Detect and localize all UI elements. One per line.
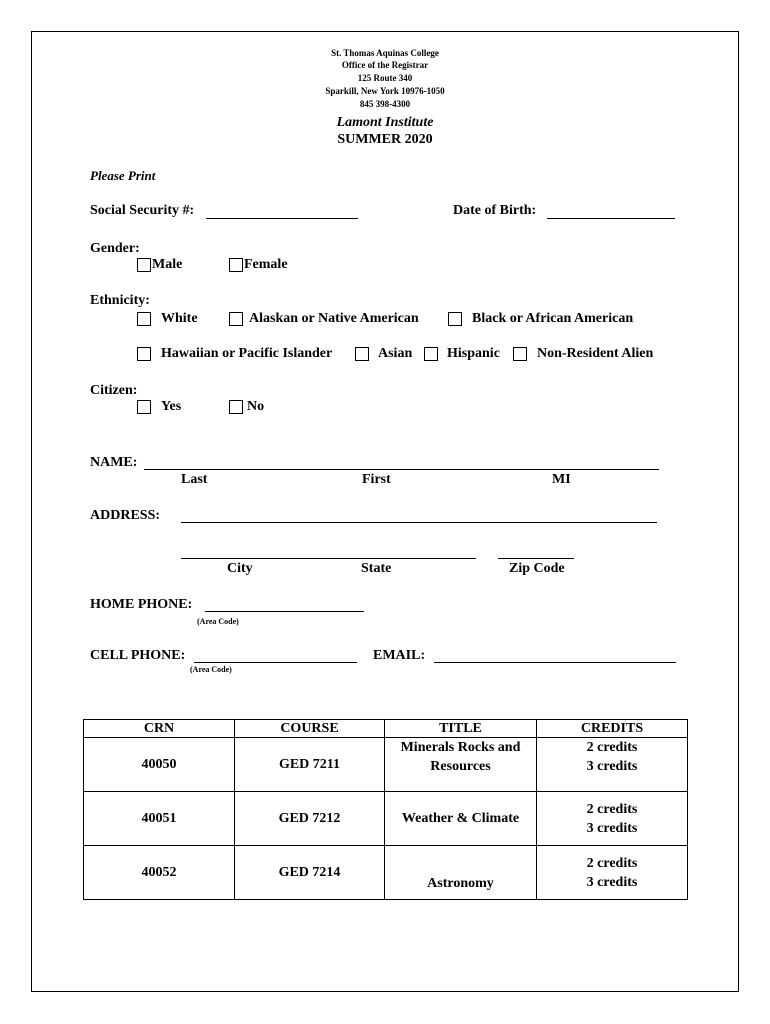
home-phone-input-line[interactable]: [205, 611, 364, 612]
home-phone-area-code-hint: (Area Code): [197, 617, 239, 626]
gender-label: Gender:: [90, 241, 140, 256]
table-row: [84, 792, 688, 846]
credits-cell: 2 credits 3 credits: [537, 738, 688, 792]
name-label: NAME:: [90, 455, 138, 470]
citizen-no-label: No: [247, 399, 265, 414]
gender-female-label: Female: [244, 257, 288, 272]
course-table-header-row: [84, 720, 688, 738]
name-first-caption: First: [362, 472, 391, 487]
cell-phone-area-code-hint: (Area Code): [190, 665, 232, 674]
credits-cell: 2 credits 3 credits: [537, 846, 688, 900]
gender-male-label: Male: [152, 257, 183, 272]
citizen-no-checkbox[interactable]: [229, 400, 243, 414]
ethnicity-nonresident-label: Non-Resident Alien: [537, 346, 654, 361]
citizen-label: Citizen:: [90, 383, 138, 398]
table-row: [84, 738, 688, 792]
course-cell: GED 7211: [235, 738, 385, 792]
ethnicity-white-checkbox[interactable]: [137, 312, 151, 326]
name-mi-caption: MI: [552, 472, 571, 487]
city-address: Sparkill, New York 10976-1050: [325, 86, 445, 96]
ethnicity-hawaiian-label: Hawaiian or Pacific Islander: [161, 346, 333, 361]
ethnicity-hispanic-label: Hispanic: [447, 346, 500, 361]
home-phone-label: HOME PHONE:: [90, 597, 193, 612]
title-column-header: TITLE: [385, 720, 537, 738]
address-zip-line[interactable]: [498, 558, 574, 559]
course-column-header: COURSE: [235, 720, 385, 738]
address-city-caption: City: [227, 561, 253, 576]
ethnicity-white-label: White: [161, 311, 198, 326]
course-cell: GED 7214: [235, 846, 385, 900]
address-zip-caption: Zip Code: [509, 561, 565, 576]
email-label: EMAIL:: [373, 648, 426, 663]
citizen-yes-label: Yes: [161, 399, 182, 414]
crn-cell: 40052: [84, 846, 235, 900]
college-name: St. Thomas Aquinas College: [331, 48, 439, 58]
ethnicity-alaskan-checkbox[interactable]: [229, 312, 243, 326]
title-cell: Minerals Rocks and Resources: [385, 738, 537, 792]
phone-number: 845 398-4300: [359, 99, 411, 109]
dob-input-line[interactable]: [547, 218, 675, 219]
dob-label: Date of Birth:: [453, 203, 537, 218]
please-print-note: Please Print: [90, 168, 156, 183]
street-address: 125 Route 340: [357, 73, 413, 83]
title-cell: Astronomy: [385, 846, 537, 900]
address-street-line[interactable]: [181, 522, 657, 523]
ethnicity-black-label: Black or African American: [472, 311, 634, 326]
cell-phone-input-line[interactable]: [194, 662, 357, 663]
ethnicity-black-checkbox[interactable]: [448, 312, 462, 326]
ethnicity-hawaiian-checkbox[interactable]: [137, 347, 151, 361]
name-input-line[interactable]: [144, 469, 659, 470]
name-last-caption: Last: [181, 472, 208, 487]
crn-cell: 40050: [84, 738, 235, 792]
title-cell: Weather & Climate: [385, 792, 537, 846]
course-cell: GED 7212: [235, 792, 385, 846]
ethnicity-asian-label: Asian: [378, 346, 413, 361]
ethnicity-nonresident-checkbox[interactable]: [513, 347, 527, 361]
ethnicity-label: Ethnicity:: [90, 293, 150, 308]
ethnicity-alaskan-label: Alaskan or Native American: [249, 311, 419, 326]
address-state-caption: State: [361, 561, 392, 576]
term-title: SUMMER 2020: [337, 132, 433, 147]
address-label: ADDRESS:: [90, 508, 161, 523]
ssn-input-line[interactable]: [206, 218, 358, 219]
ethnicity-hispanic-checkbox[interactable]: [424, 347, 438, 361]
ethnicity-asian-checkbox[interactable]: [355, 347, 369, 361]
gender-male-checkbox[interactable]: [137, 258, 151, 272]
crn-column-header: CRN: [84, 720, 235, 738]
address-city-state-line[interactable]: [181, 558, 476, 559]
citizen-yes-checkbox[interactable]: [137, 400, 151, 414]
crn-cell: 40051: [84, 792, 235, 846]
institute-name: Lamont Institute: [336, 115, 434, 130]
cell-phone-label: CELL PHONE:: [90, 648, 186, 663]
credits-column-header: CREDITS: [537, 720, 688, 738]
office-name: Office of the Registrar: [341, 60, 429, 70]
ssn-label: Social Security #:: [90, 203, 195, 218]
credits-cell: 2 credits 3 credits: [537, 792, 688, 846]
gender-female-checkbox[interactable]: [229, 258, 243, 272]
table-row: [84, 846, 688, 900]
course-table: [83, 719, 688, 900]
email-input-line[interactable]: [434, 662, 676, 663]
